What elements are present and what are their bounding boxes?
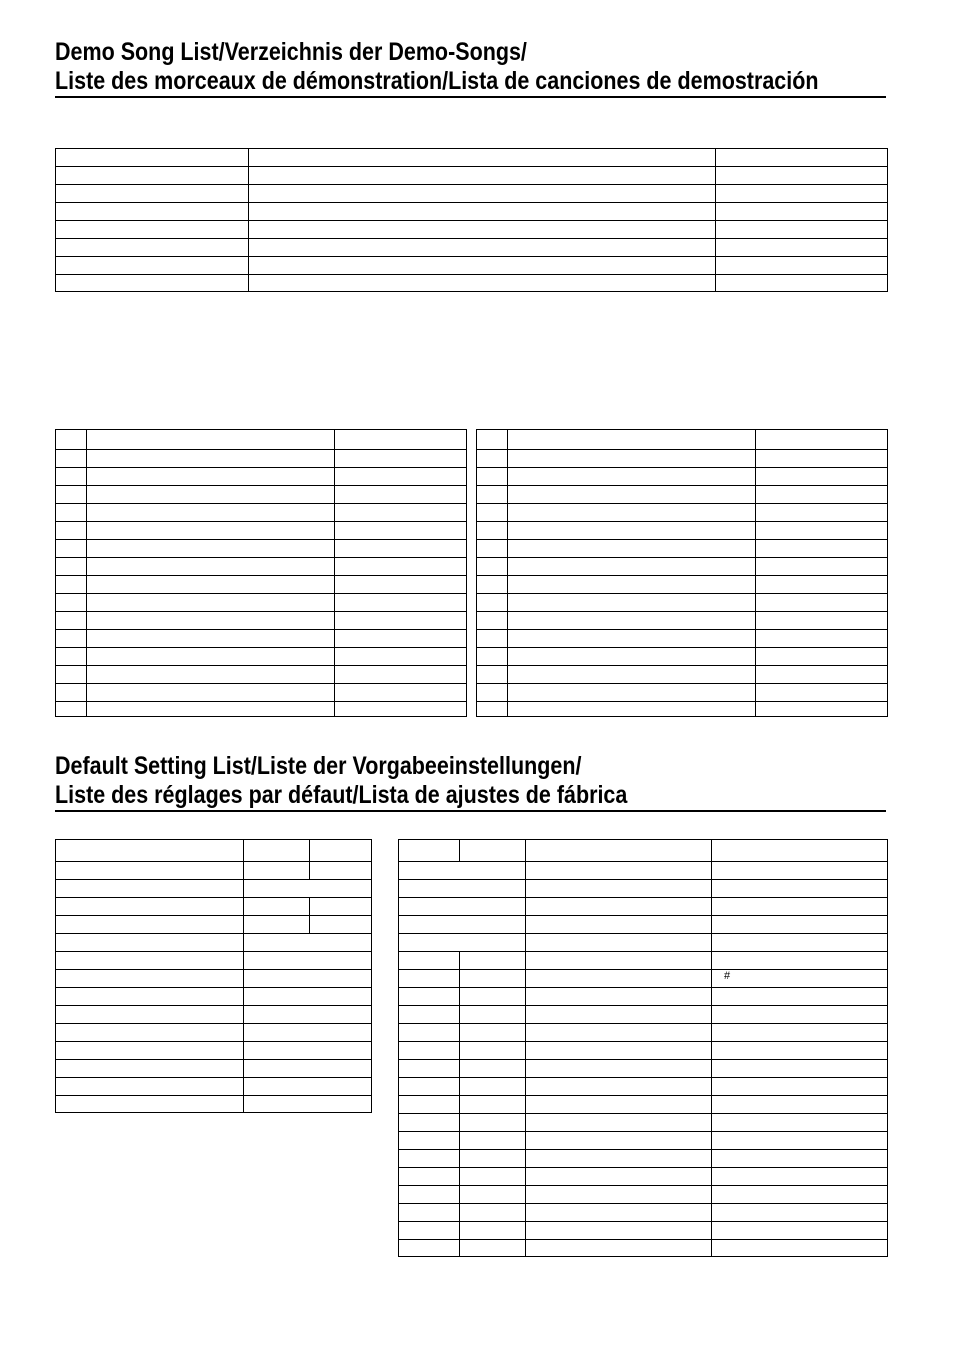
table-cell [756,540,888,558]
list-table-right [476,429,888,717]
table-cell [477,630,508,648]
table-cell [335,684,467,702]
table-cell [56,630,87,648]
table-cell [756,430,888,450]
table-row [477,702,888,717]
table-row [56,185,888,203]
table-row [399,1114,888,1132]
table-cell [87,630,335,648]
table-row [399,988,888,1006]
table-cell [756,576,888,594]
table-row [477,540,888,558]
table-row [56,1060,372,1078]
table-cell [56,522,87,540]
table-row [56,450,467,468]
table-row [477,648,888,666]
table-cell [335,522,467,540]
table-cell [335,576,467,594]
table-row [399,1042,888,1060]
table-row [56,630,467,648]
table-cell [87,450,335,468]
table-row [477,558,888,576]
table-row [399,1240,888,1257]
table-row [399,1168,888,1186]
table-cell [508,612,756,630]
table-cell [756,684,888,702]
table-cell [56,450,87,468]
table-cell [477,648,508,666]
table-cell [87,666,335,684]
table-row [477,430,888,450]
table-cell [756,486,888,504]
table-cell [56,486,87,504]
table-row [56,1042,372,1060]
table-row [56,257,888,275]
table-cell [87,612,335,630]
table-cell [87,522,335,540]
table-row [56,275,888,292]
table-row [56,862,372,880]
table-cell [756,522,888,540]
table-row [477,522,888,540]
table-cell [508,684,756,702]
table-cell [756,450,888,468]
table-cell [508,450,756,468]
table-cell [87,486,335,504]
table-row [56,167,888,185]
table-row [477,666,888,684]
table-row [399,1060,888,1078]
table-cell [87,702,335,717]
table-cell [56,648,87,666]
table-cell [756,468,888,486]
table-cell [477,504,508,522]
table-row [399,880,888,898]
table-row [56,430,467,450]
table-cell [335,558,467,576]
table-cell [56,594,87,612]
table-row [399,898,888,916]
table-cell [508,558,756,576]
table-cell [87,648,335,666]
table-cell [335,468,467,486]
default-setting-list-heading [55,752,886,812]
table-cell [335,486,467,504]
table-cell [335,666,467,684]
table-cell [335,630,467,648]
table-row [56,149,888,167]
table-cell [756,594,888,612]
table-row [56,558,467,576]
table-row [399,952,888,970]
table-cell [477,468,508,486]
table-row [56,1078,372,1096]
table-row [399,970,888,988]
table-cell [508,486,756,504]
table-row [56,504,467,522]
table-row [56,239,888,257]
table-cell [335,612,467,630]
table-row [477,594,888,612]
default-settings-table-right [398,839,888,1257]
table-cell [56,504,87,522]
table-cell [335,430,467,450]
table-row [399,916,888,934]
demo-song-list-title-line2: Liste des morceaux de démonstration/Lista de canciones de demostración [55,67,819,95]
table-cell [756,666,888,684]
table-row [56,988,372,1006]
table-row [56,934,372,952]
table-cell [56,576,87,594]
table-cell [756,558,888,576]
table-row [56,648,467,666]
table-row [399,1006,888,1024]
table-row [399,1132,888,1150]
default-settings-table-left [55,839,372,1113]
table-cell [477,702,508,717]
table-cell [87,576,335,594]
default-setting-list-title-line2: Liste des réglages par défaut/Lista de ajustes de fábrica [55,781,628,809]
table-cell [56,430,87,450]
table-row [477,468,888,486]
table-cell [477,486,508,504]
table-row [477,486,888,504]
table-row [399,1024,888,1042]
table-cell [508,504,756,522]
table-cell [87,468,335,486]
table-cell [508,702,756,717]
table-row [56,840,372,862]
table-cell [477,450,508,468]
table-row [56,1006,372,1024]
table-cell [56,468,87,486]
table-cell [477,612,508,630]
table-row [56,221,888,239]
sharp-symbol: # [712,970,888,988]
default-setting-list-title-line1: Default Setting List/Liste der Vorgabeeinstellungen/ [55,752,582,780]
table-cell [56,666,87,684]
table-cell [508,540,756,558]
table-cell [508,522,756,540]
table-row [56,203,888,221]
table-row [477,630,888,648]
table-cell [56,612,87,630]
table-row [56,666,467,684]
table-row [477,576,888,594]
table-cell [335,540,467,558]
table-row [56,522,467,540]
table-row [399,1204,888,1222]
table-row [477,450,888,468]
table-cell [477,522,508,540]
table-row [56,684,467,702]
table-row [477,612,888,630]
table-cell [508,576,756,594]
table-cell [508,648,756,666]
table-cell [87,684,335,702]
demo-song-table [55,148,888,292]
table-cell [477,666,508,684]
table-row [56,612,467,630]
table-cell [87,558,335,576]
table-row [56,702,467,717]
table-row [399,934,888,952]
table-cell [335,450,467,468]
table-cell [477,558,508,576]
table-cell [508,430,756,450]
table-cell [56,540,87,558]
table-cell [477,430,508,450]
table-cell [477,576,508,594]
table-cell [56,684,87,702]
table-row [56,916,372,934]
table-cell [87,540,335,558]
table-row [56,486,467,504]
table-row [56,952,372,970]
table-row [56,468,467,486]
table-row [56,1024,372,1042]
table-cell [56,558,87,576]
table-cell [477,684,508,702]
table-row [56,1096,372,1113]
table-cell [335,648,467,666]
table-row [399,1150,888,1168]
table-cell [87,504,335,522]
table-cell [508,468,756,486]
table-cell [87,594,335,612]
table-cell [756,648,888,666]
table-cell [477,594,508,612]
table-cell [335,504,467,522]
table-cell [756,702,888,717]
table-row [399,1186,888,1204]
table-cell [756,630,888,648]
table-cell [56,702,87,717]
table-row [56,898,372,916]
table-cell [335,594,467,612]
table-row [399,1096,888,1114]
table-cell [508,630,756,648]
table-row [56,540,467,558]
table-row [477,684,888,702]
table-cell [87,430,335,450]
table-row [399,840,888,862]
table-cell [508,666,756,684]
table-cell [477,540,508,558]
table-cell [508,594,756,612]
list-table-left [55,429,467,717]
table-row [56,880,372,898]
table-row [399,1222,888,1240]
table-row [56,970,372,988]
table-row [477,504,888,522]
table-cell [335,702,467,717]
table-row [56,594,467,612]
demo-song-list-heading [55,38,886,98]
table-row [399,1078,888,1096]
demo-song-list-title-line1: Demo Song List/Verzeichnis der Demo-Songs/ [55,38,527,66]
table-row [56,576,467,594]
table-row [399,862,888,880]
table-cell [756,504,888,522]
table-cell [756,612,888,630]
